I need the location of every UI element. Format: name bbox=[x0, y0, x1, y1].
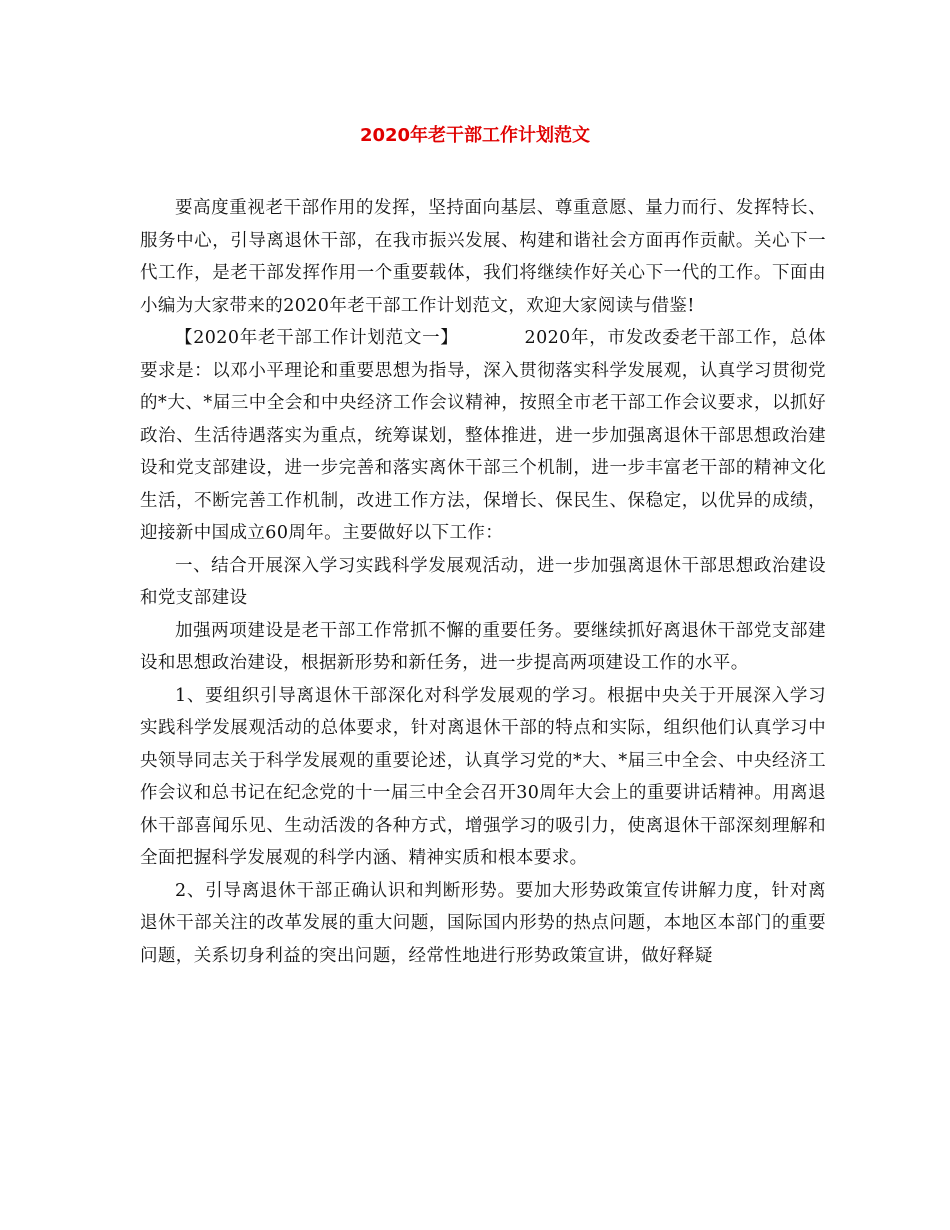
body-paragraph: 加强两项建设是老干部工作常抓不懈的重要任务。要继续抓好离退休干部党支部建设和思想政治建设，根据新形势和新任务，进一步提高两项建设工作的水平。 bbox=[140, 620, 826, 673]
document-body bbox=[140, 192, 826, 972]
section-heading: 【2020年老干部工作计划范文一】 bbox=[175, 328, 459, 348]
part-one-heading: 一、结合开展深入学习实践科学发展观活动，进一步加强离退休干部思想政治建设和党支部建设 bbox=[140, 555, 826, 608]
section-intro: 2020年，市发改委老干部工作，总体要求是：以邓小平理论和重要思想为指导，深入贯彻落实科学发展观，认真学习贯彻党的*大、*届三中全会和中央经济工作会议精神，按照全市老干部工作会议要求，以抓好政治、生活待遇落实为重点，统筹谋划，整体推进，进一步加强离退休干部思想政治建设和党支部建设，进一步完善和落实离休干部三个机制，进一步丰富老干部的精神文化生活，不断完善工作机制，改进工作方法，保增长、保民生、保稳定，以优异的成绩，迎接新中国成立60周年。主要做好以下工作： bbox=[140, 328, 826, 543]
document-title: 2020年老干部工作计划范文 bbox=[359, 125, 591, 146]
intro-paragraph: 要高度重视老干部作用的发挥，坚持面向基层、尊重意愿、量力而行、发挥特长、服务中心，引导离退休干部，在我市振兴发展、构建和谐社会方面再作贡献。关心下一代工作，是老干部发挥作用一个重要载体，我们将继续作好关心下一代的工作。下面由小编为大家带来的2020年老干部工作计划范文，欢迎大家阅读与借鉴! bbox=[140, 198, 826, 316]
body-paragraph: 1、要组织引导离退休干部深化对科学发展观的学习。根据中央关于开展深入学习实践科学发展观活动的总体要求，针对离退休干部的特点和实际，组织他们认真学习中央领导同志关于科学发展观的重要论述，认真学习党的*大、*届三中全会、中央经济工作会议和总书记在纪念党的十一届三中全会召开30周年大会上的重要讲话精神。用离退休干部喜闻乐见、生动活泼的各种方式，增强学习的吸引力，使离退休干部深刻理解和全面把握科学发展观的科学内涵、精神实质和根本要求。 bbox=[140, 685, 826, 868]
body-paragraph: 2、引导离退休干部正确认识和判断形势。要加大形势政策宣传讲解力度，针对离退休干部关注的改革发展的重大问题，国际国内形势的热点问题，本地区本部门的重要问题，关系切身利益的突出问题，经常性地进行形势政策宣讲，做好释疑 bbox=[140, 880, 826, 966]
section-one-paragraph bbox=[140, 322, 826, 550]
